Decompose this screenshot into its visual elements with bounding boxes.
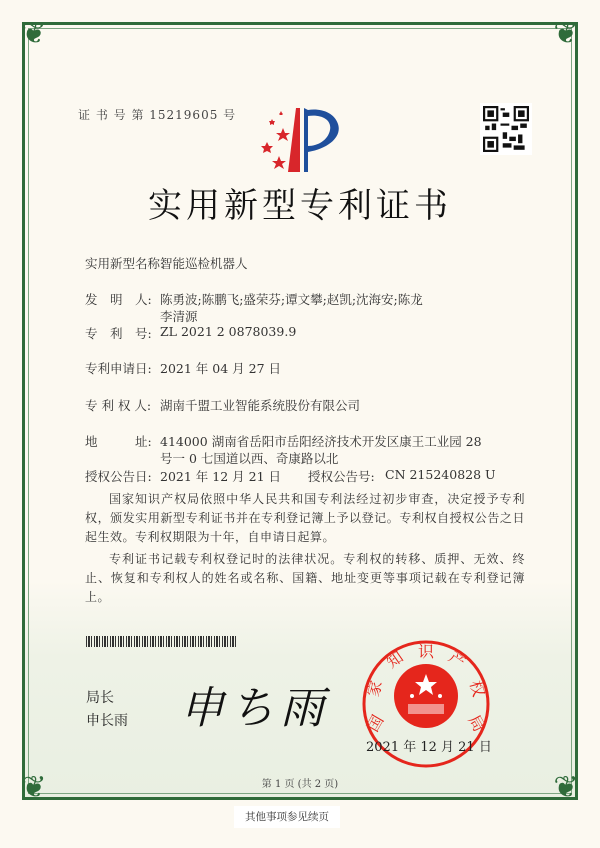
continue-note: 其他事项参见续页 bbox=[234, 806, 340, 828]
star-icon bbox=[272, 156, 286, 169]
statement-paragraph: 专利证书记载专利权登记时的法律状况。专利权的转移、质押、无效、终止、恢复和专利权人的姓名或名称、国籍、地址变更等事项记载在专利登记簿上。 bbox=[85, 552, 525, 604]
page-number: 第 1 页 (共 2 页) bbox=[261, 779, 339, 790]
director-name: 申长雨 bbox=[86, 713, 128, 729]
application-date: 2021 年 04 月 27 日 bbox=[160, 361, 281, 376]
corner-ornament-icon: ❦ bbox=[553, 770, 579, 805]
patent-number: ZL 2021 2 0878039.9 bbox=[160, 324, 297, 339]
svg-text:识: 识 bbox=[417, 642, 435, 661]
seal-date: 2021 年 12 月 21 日 bbox=[366, 740, 492, 755]
patentee: 湖南千盟工业智能系统股份有限公司 bbox=[160, 398, 361, 413]
svg-text:家: 家 bbox=[363, 678, 386, 699]
inventors-cont: 李清源 bbox=[160, 309, 198, 324]
corner-ornament-icon: ❦ bbox=[21, 770, 47, 805]
field-label: 授权公告日: bbox=[85, 469, 152, 484]
star-icon bbox=[276, 128, 290, 141]
svg-text:国: 国 bbox=[363, 711, 388, 735]
qr-code bbox=[480, 103, 532, 155]
certificate-number: 证 书 号 第 15219605 号 bbox=[78, 108, 237, 122]
cnipa-logo bbox=[258, 104, 348, 174]
field-label: 专利申请日: bbox=[85, 361, 152, 376]
svg-text:局: 局 bbox=[464, 711, 489, 735]
barcode bbox=[86, 636, 238, 647]
field-label: 实用新型名称: bbox=[85, 256, 165, 271]
utility-model-name: 智能巡检机器人 bbox=[160, 256, 248, 271]
address: 414000 湖南省岳阳市岳阳经济技术开发区康王工业园 28 bbox=[160, 434, 482, 449]
corner-ornament-icon: ❦ bbox=[21, 16, 47, 51]
director-title: 局长 bbox=[86, 690, 114, 706]
grant-announcement-number: CN 215240828 U bbox=[385, 467, 496, 482]
star-icon bbox=[269, 119, 275, 125]
field-label: 地 址: bbox=[85, 434, 152, 449]
address-cont: 号一 0 七国道以西、奇康路以北 bbox=[160, 451, 339, 466]
field-label: 发 明 人: bbox=[85, 292, 152, 307]
field-label: 专 利 号: bbox=[85, 326, 152, 341]
svg-text:知: 知 bbox=[382, 647, 407, 672]
page-title: 实用新型专利证书 bbox=[148, 186, 452, 226]
svg-text:产: 产 bbox=[445, 647, 470, 672]
field-label: 授权公告号: bbox=[308, 469, 375, 484]
inventors: 陈勇波;陈鹏飞;盛荣芬;谭文攀;赵凯;沈海安;陈龙 bbox=[160, 292, 423, 307]
svg-text:权: 权 bbox=[466, 678, 489, 699]
corner-ornament-icon: ❦ bbox=[553, 16, 579, 51]
grant-announcement-date: 2021 年 12 月 21 日 bbox=[160, 469, 281, 484]
statement-paragraph: 国家知识产权局依照中华人民共和国专利法经过初步审查，决定授予专利权，颁发实用新型专利证书并在专利登记簿上予以登记。专利权自授权公告之日起生效。专利权期限为十年，自申请日起算。 bbox=[85, 492, 525, 544]
director-signature: 申ち雨 bbox=[180, 683, 330, 734]
star-icon bbox=[279, 111, 283, 115]
field-label: 专 利 权 人: bbox=[85, 398, 152, 413]
star-icon bbox=[261, 142, 273, 153]
